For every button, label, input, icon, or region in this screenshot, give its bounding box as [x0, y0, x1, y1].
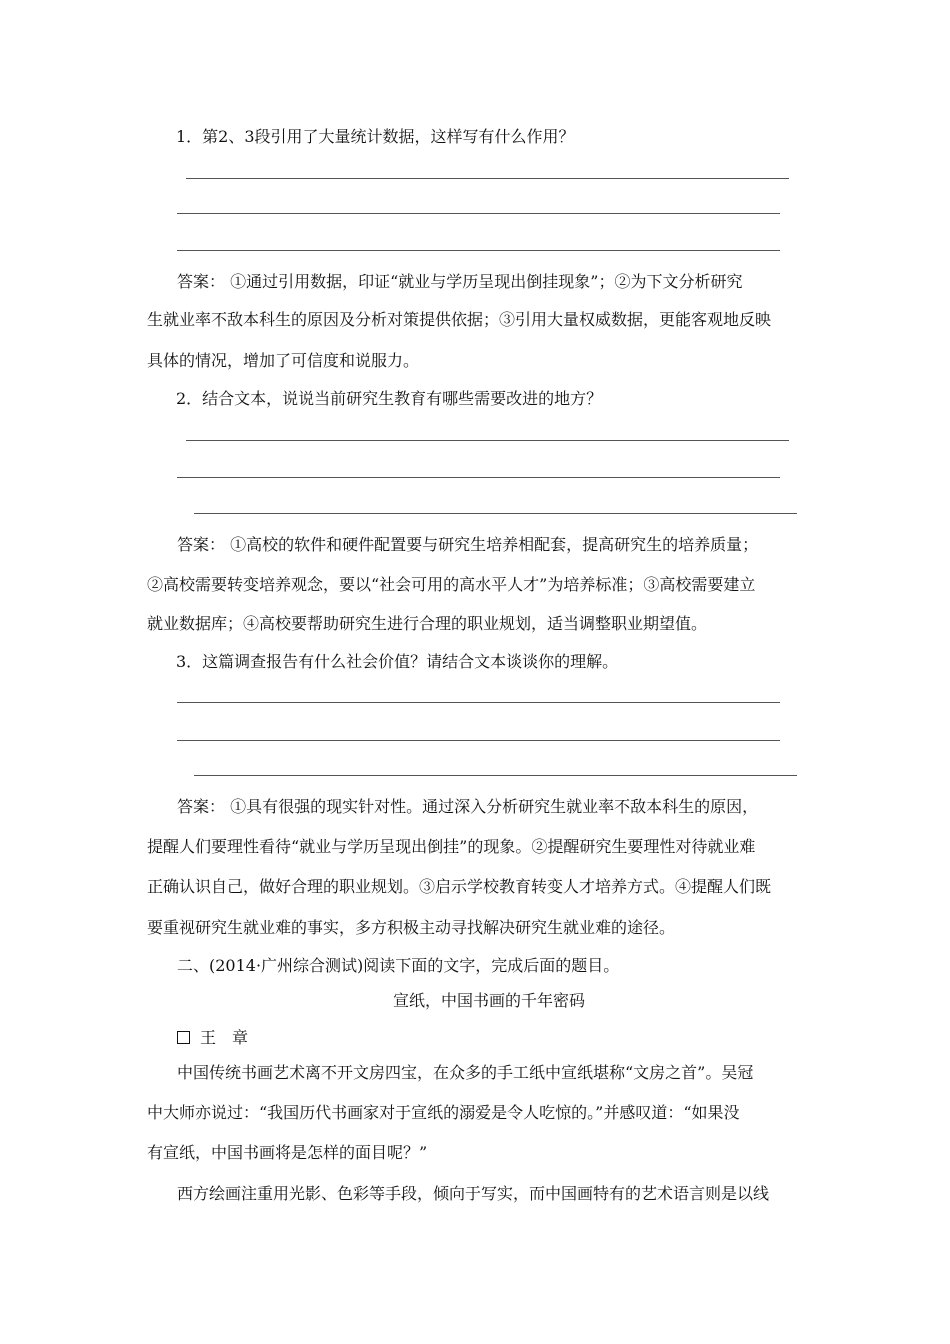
answer-2-line-3: 就业数据库；④高校要帮助研究生进行合理的职业规划，适当调整职业期望值。 [147, 614, 708, 633]
answer-blank-line [186, 178, 789, 179]
body-line-2: 中大师亦说过：“我国历代书画家对于宣纸的溺爱是令人吃惊的。”并感叹道：“如果没 [147, 1103, 740, 1122]
answer-blank-line [177, 477, 780, 478]
answer-3-line-3: 正确认识自己，做好合理的职业规划。③启示学校教育转变人才培养方式。④提醒人们既 [147, 877, 772, 896]
answer-2-line-2: ②高校需要转变培养观念，要以“社会可用的高水平人才”为培养标准；③高校需要建立 [147, 575, 756, 594]
question-1: 1．第2、3段引用了大量统计数据，这样写有什么作用？ [176, 127, 575, 146]
answer-3-line-1: 答案： ①具有很强的现实针对性。通过深入分析研究生就业率不敌本科生的原因， [177, 797, 759, 816]
answer-3-line-4: 要重视研究生就业难的事实，多方积极主动寻找解决研究生就业难的途径。 [147, 918, 676, 937]
body-line-1: 中国传统书画艺术离不开文房四宝，在众多的手工纸中宣纸堪称“文房之首”。吴冠 [177, 1063, 754, 1082]
answer-blank-line [194, 513, 797, 514]
answer-1-line-1: 答案： ①通过引用数据，印证“就业与学历呈现出倒挂现象”；②为下文分析研究 [177, 272, 743, 291]
answer-1-line-3: 具体的情况，增加了可信度和说服力。 [147, 351, 420, 370]
body-line-4: 西方绘画注重用光影、色彩等手段，倾向于写实，而中国画特有的艺术语言则是以线 [177, 1184, 770, 1203]
answer-blank-line [194, 775, 797, 776]
author-name: 王 章 [200, 1028, 249, 1047]
body-line-3: 有宣纸，中国书画将是怎样的面目呢？” [147, 1143, 428, 1162]
article-title: 宣纸，中国书画的千年密码 [393, 991, 586, 1010]
answer-1-line-2: 生就业率不敌本科生的原因及分析对策提供依据；③引用大量权威数据，更能客观地反映 [147, 310, 772, 329]
answer-blank-line [186, 440, 789, 441]
answer-blank-line [177, 740, 780, 741]
answer-blank-line [177, 702, 780, 703]
answer-blank-line [177, 250, 780, 251]
answer-blank-line [177, 213, 780, 214]
section-heading: 二、(2014·广州综合测试)阅读下面的文字，完成后面的题目。 [177, 956, 620, 975]
author-line [177, 1028, 248, 1048]
answer-3-line-2: 提醒人们要理性看待“就业与学历呈现出倒挂”的现象。②提醒研究生要理性对待就业难 [147, 837, 756, 856]
answer-2-line-1: 答案： ①高校的软件和硬件配置要与研究生培养相配套，提高研究生的培养质量； [177, 535, 759, 554]
question-3: 3．这篇调查报告有什么社会价值？请结合文本谈谈你的理解。 [176, 652, 619, 671]
question-2: 2．结合文本，说说当前研究生教育有哪些需要改进的地方？ [176, 389, 603, 408]
author-box-icon [177, 1031, 190, 1044]
